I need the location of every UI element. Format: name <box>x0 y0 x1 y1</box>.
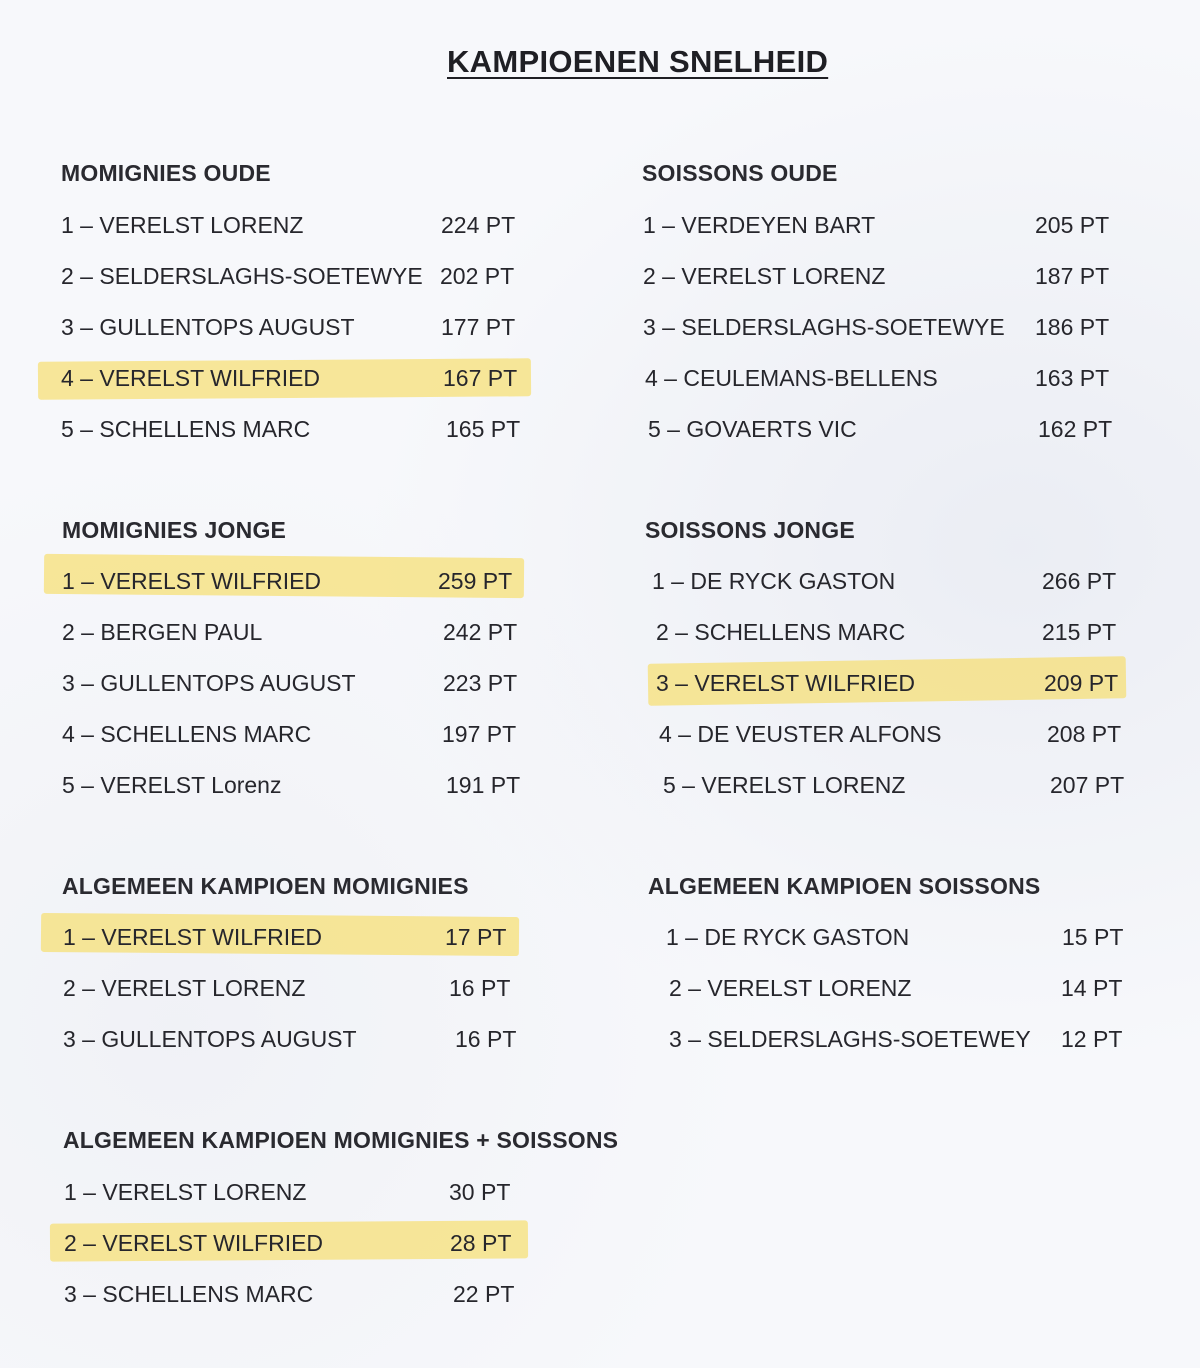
momignies-oude-row <box>61 206 531 242</box>
entry-points: 205 PT <box>1035 212 1110 238</box>
soissons-jonge-row <box>659 715 1139 751</box>
entry-name: 2 – VERELST LORENZ <box>63 975 306 1001</box>
entry-name: 1 – VERELST WILFRIED <box>63 924 323 950</box>
entry-name: 1 – DE RYCK GASTON <box>652 568 896 594</box>
momignies-oude-row <box>61 308 531 344</box>
soissons-jonge-row <box>663 766 1143 802</box>
algemeen-combined-row <box>64 1173 534 1209</box>
algemeen-combined-row-highlighted <box>64 1224 534 1260</box>
entry-name: 3 – GULLENTOPS AUGUST <box>61 314 355 340</box>
entry-points: 167 PT <box>443 365 518 391</box>
entry-name: 5 – VERELST LORENZ <box>663 772 906 798</box>
soissons-jonge-row-highlighted <box>656 664 1136 700</box>
algemeen-combined-row <box>64 1275 534 1311</box>
entry-points: 16 PT <box>455 1026 517 1052</box>
entry-name: 2 – VERELST LORENZ <box>643 263 886 289</box>
entry-name: 3 – SELDERSLAGHS-SOETEWYE <box>643 314 1005 340</box>
entry-name: 1 – VERELST WILFRIED <box>62 568 322 594</box>
entry-points: 22 PT <box>453 1281 515 1307</box>
heading-algemeen-momignies-soissons: ALGEMEEN KAMPIOEN MOMIGNIES + SOISSONS <box>63 1127 619 1153</box>
entry-name: 2 – SELDERSLAGHS-SOETEWYE <box>61 263 423 289</box>
entry-points: 30 PT <box>449 1179 511 1205</box>
soissons-oude-row <box>648 410 1128 446</box>
entry-name: 1 – VERELST LORENZ <box>61 212 304 238</box>
entry-points: 259 PT <box>438 568 513 594</box>
momignies-oude-row <box>61 410 531 446</box>
entry-name: 2 – BERGEN PAUL <box>62 619 263 645</box>
soissons-oude-row <box>643 308 1123 344</box>
algemeen-soissons-row <box>669 969 1149 1005</box>
entry-name: 4 – CEULEMANS-BELLENS <box>645 365 938 391</box>
algemeen-soissons-row <box>666 918 1146 954</box>
entry-name: 4 – SCHELLENS MARC <box>62 721 312 747</box>
entry-points: 224 PT <box>441 212 516 238</box>
entry-points: 186 PT <box>1035 314 1110 340</box>
entry-points: 17 PT <box>445 924 507 950</box>
entry-points: 215 PT <box>1042 619 1117 645</box>
entry-name: 3 – VERELST WILFRIED <box>656 670 916 696</box>
heading-soissons-oude: SOISSONS OUDE <box>642 160 838 186</box>
entry-points: 207 PT <box>1050 772 1125 798</box>
entry-name: 1 – VERDEYEN BART <box>643 212 876 238</box>
entry-name: 3 – SELDERSLAGHS-SOETEWEY <box>669 1026 1031 1052</box>
entry-name: 1 – VERELST LORENZ <box>64 1179 307 1205</box>
momignies-jonge-row <box>62 715 532 751</box>
algemeen-momignies-row <box>63 969 533 1005</box>
entry-name: 2 – VERELST LORENZ <box>669 975 912 1001</box>
entry-name: 1 – DE RYCK GASTON <box>666 924 910 950</box>
entry-points: 12 PT <box>1061 1026 1123 1052</box>
momignies-jonge-row <box>62 766 532 802</box>
entry-name: 2 – VERELST WILFRIED <box>64 1230 324 1256</box>
entry-name: 5 – SCHELLENS MARC <box>61 416 311 442</box>
entry-name: 4 – DE VEUSTER ALFONS <box>659 721 942 747</box>
entry-points: 223 PT <box>443 670 518 696</box>
soissons-jonge-row <box>652 562 1132 598</box>
entry-points: 14 PT <box>1061 975 1123 1001</box>
entry-points: 187 PT <box>1035 263 1110 289</box>
heading-algemeen-soissons: ALGEMEEN KAMPIOEN SOISSONS <box>648 873 1041 899</box>
momignies-oude-row <box>61 257 531 293</box>
entry-points: 266 PT <box>1042 568 1117 594</box>
entry-name: 4 – VERELST WILFRIED <box>61 365 321 391</box>
algemeen-soissons-row <box>669 1020 1149 1056</box>
entry-name: 5 – GOVAERTS VIC <box>648 416 857 442</box>
heading-momignies-oude: MOMIGNIES OUDE <box>61 160 271 186</box>
entry-points: 208 PT <box>1047 721 1122 747</box>
heading-algemeen-momignies: ALGEMEEN KAMPIOEN MOMIGNIES <box>62 873 469 899</box>
entry-points: 177 PT <box>441 314 516 340</box>
soissons-oude-row <box>643 206 1123 242</box>
heading-soissons-jonge: SOISSONS JONGE <box>645 517 855 543</box>
entry-name: 3 – GULLENTOPS AUGUST <box>63 1026 357 1052</box>
momignies-jonge-row <box>62 613 532 649</box>
entry-points: 191 PT <box>446 772 521 798</box>
momignies-jonge-row <box>62 664 532 700</box>
entry-points: 162 PT <box>1038 416 1113 442</box>
momignies-jonge-row-highlighted <box>62 562 532 598</box>
entry-points: 242 PT <box>443 619 518 645</box>
heading-momignies-jonge: MOMIGNIES JONGE <box>62 517 287 543</box>
entry-points: 165 PT <box>446 416 521 442</box>
soissons-oude-row <box>643 257 1123 293</box>
entry-name: 3 – GULLENTOPS AUGUST <box>62 670 356 696</box>
momignies-oude-row-highlighted <box>61 359 531 395</box>
entry-points: 16 PT <box>449 975 511 1001</box>
entry-name: 2 – SCHELLENS MARC <box>656 619 906 645</box>
page-title: KAMPIOENEN SNELHEID <box>447 44 829 79</box>
entry-points: 209 PT <box>1044 670 1119 696</box>
entry-points: 202 PT <box>440 263 515 289</box>
entry-name: 3 – SCHELLENS MARC <box>64 1281 314 1307</box>
entry-points: 28 PT <box>450 1230 512 1256</box>
entry-points: 163 PT <box>1035 365 1110 391</box>
algemeen-momignies-row <box>63 1020 533 1056</box>
soissons-oude-row <box>645 359 1125 395</box>
entry-points: 197 PT <box>442 721 517 747</box>
soissons-jonge-row <box>656 613 1136 649</box>
entry-points: 15 PT <box>1062 924 1124 950</box>
entry-name: 5 – VERELST Lorenz <box>62 772 282 798</box>
algemeen-momignies-row-highlighted <box>63 918 533 954</box>
